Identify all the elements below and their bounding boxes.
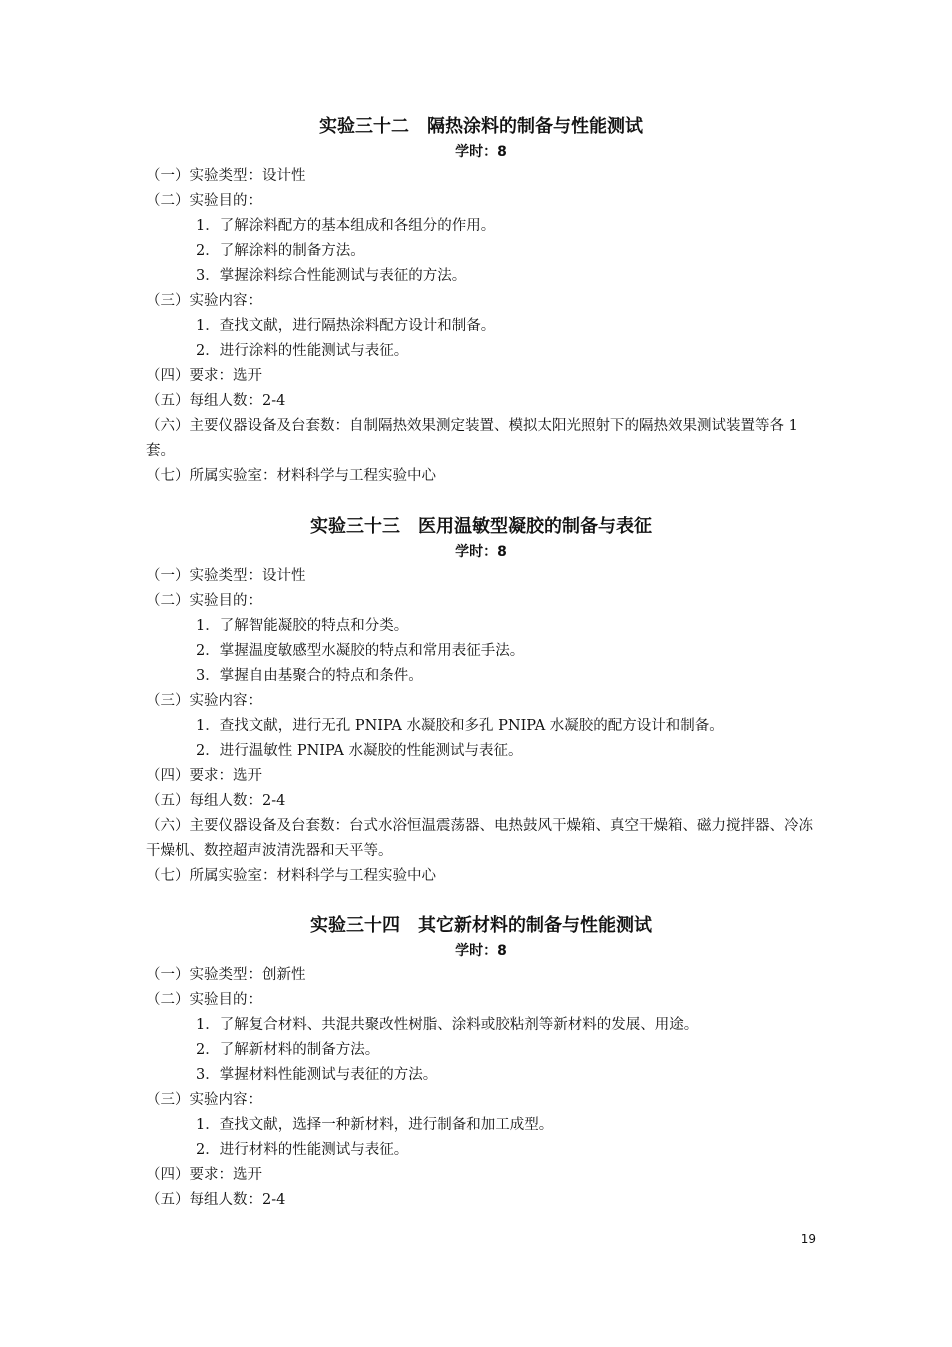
experiment-hours: 学时：8 xyxy=(455,943,507,959)
purpose-item: 2．了解涂料的制备方法。 xyxy=(196,243,365,259)
content-item: 1．查找文献，选择一种新材料，进行制备和加工成型。 xyxy=(196,1117,554,1133)
experiment-type: （一）实验类型：设计性 xyxy=(146,168,306,184)
experiment-type: （一）实验类型：设计性 xyxy=(146,568,306,584)
purpose-item: 1．了解涂料配方的基本组成和各组分的作用。 xyxy=(196,218,496,234)
experiment-type: （一）实验类型：创新性 xyxy=(146,967,306,983)
lab: （七）所属实验室：材料科学与工程实验中心 xyxy=(146,868,436,884)
content-item: 1．查找文献，进行隔热涂料配方设计和制备。 xyxy=(196,318,496,334)
experiment-hours: 学时：8 xyxy=(455,544,507,560)
purpose-item: 3．掌握涂料综合性能测试与表征的方法。 xyxy=(196,268,467,284)
content-heading: （三）实验内容： xyxy=(146,293,262,309)
purpose-item: 3．掌握自由基聚合的特点和条件。 xyxy=(196,668,423,684)
group-size: （五）每组人数：2-4 xyxy=(146,793,286,809)
content-heading: （三）实验内容： xyxy=(146,693,262,709)
experiment-hours: 学时：8 xyxy=(455,144,507,160)
purpose-item: 2．了解新材料的制备方法。 xyxy=(196,1042,380,1058)
equipment: （六）主要仪器设备及台套数：台式水浴恒温震荡器、电热鼓风干燥箱、真空干燥箱、磁力搅拌器、冷冻干燥机、数控超声波清洗器和天平等。 xyxy=(146,818,813,859)
experiment-section-34 xyxy=(146,913,816,1213)
content-item: 2．进行温敏性 PNIPA 水凝胶的性能测试与表征。 xyxy=(196,743,523,759)
requirement: （四）要求：选开 xyxy=(146,768,262,784)
experiment-section-32 xyxy=(146,114,816,489)
purpose-item: 2．掌握温度敏感型水凝胶的特点和常用表征手法。 xyxy=(196,643,525,659)
purpose-item: 1．了解智能凝胶的特点和分类。 xyxy=(196,618,409,634)
purpose-item: 1．了解复合材料、共混共聚改性树脂、涂料或胶粘剂等新材料的发展、用途。 xyxy=(196,1017,699,1033)
content-item: 1．查找文献，进行无孔 PNIPA 水凝胶和多孔 PNIPA 水凝胶的配方设计和制备。 xyxy=(196,718,724,734)
experiment-section-33 xyxy=(146,514,816,889)
experiment-title: 实验三十四 其它新材料的制备与性能测试 xyxy=(310,915,652,936)
purpose-item: 3．掌握材料性能测试与表征的方法。 xyxy=(196,1067,438,1083)
purpose-heading: （二）实验目的： xyxy=(146,593,262,609)
requirement: （四）要求：选开 xyxy=(146,1167,262,1183)
content-heading: （三）实验内容： xyxy=(146,1092,262,1108)
content-item: 2．进行涂料的性能测试与表征。 xyxy=(196,343,409,359)
group-size: （五）每组人数：2-4 xyxy=(146,393,286,409)
group-size: （五）每组人数：2-4 xyxy=(146,1192,286,1208)
requirement: （四）要求：选开 xyxy=(146,368,262,384)
experiment-title: 实验三十二 隔热涂料的制备与性能测试 xyxy=(319,116,643,137)
experiment-title: 实验三十三 医用温敏型凝胶的制备与表征 xyxy=(310,516,652,537)
page-number: 19 xyxy=(800,1232,816,1246)
lab: （七）所属实验室：材料科学与工程实验中心 xyxy=(146,468,436,484)
content-item: 2．进行材料的性能测试与表征。 xyxy=(196,1142,409,1158)
equipment: （六）主要仪器设备及台套数：自制隔热效果测定装置、模拟太阳光照射下的隔热效果测试装置等各 1 套。 xyxy=(146,418,798,459)
purpose-heading: （二）实验目的： xyxy=(146,193,262,209)
purpose-heading: （二）实验目的： xyxy=(146,992,262,1008)
